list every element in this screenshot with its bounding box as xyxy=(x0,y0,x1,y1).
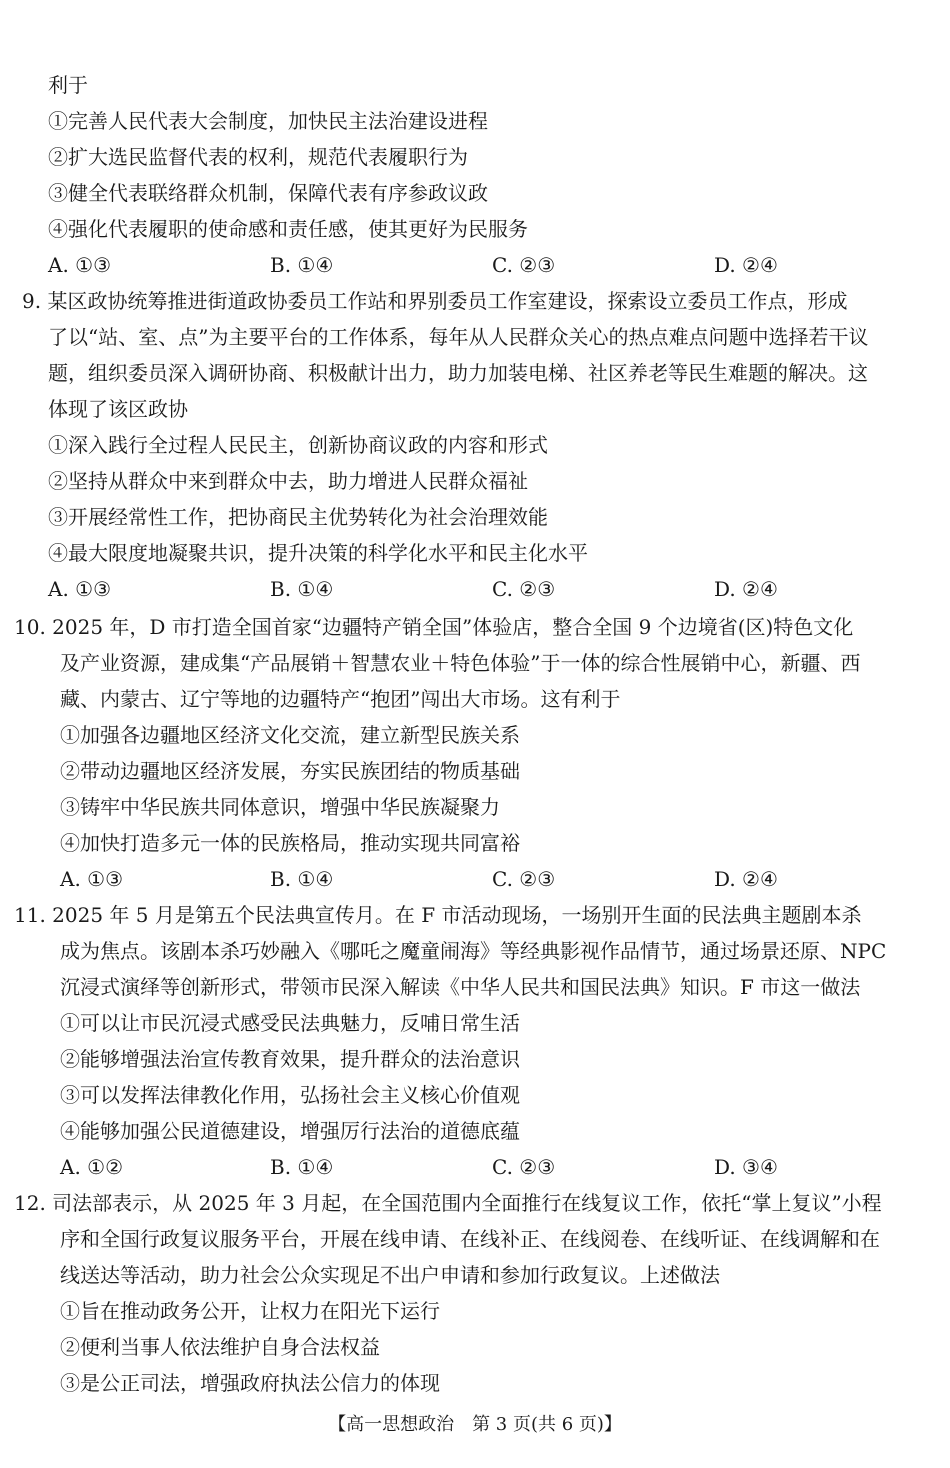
question-12-stem: 12. 司法部表示，从 2025 年 3 月起，在全国范围内全面推行在线复议工作，依托“掌上复议”小程 xyxy=(14,1191,882,1215)
choice-item: ③铸牢中华民族共同体意识，增强中华民族凝聚力 xyxy=(60,795,500,819)
page-footer: 【高一思想政治 第 3 页(共 6 页)】 xyxy=(328,1414,622,1435)
option-d: D. ②④ xyxy=(714,867,778,891)
option-b: B. ①④ xyxy=(270,1155,334,1179)
question-12-stem: 线送达等活动，助力社会公众实现足不出户申请和参加行政复议。上述做法 xyxy=(60,1263,720,1287)
question-9-stem: 体现了该区政协 xyxy=(48,397,188,421)
option-a: A. ①③ xyxy=(60,867,124,891)
question-10-stem: 及产业资源，建成集“产品展销＋智慧农业＋特色体验”于一体的综合性展销中心，新疆、西 xyxy=(60,651,861,675)
option-a: A. ①③ xyxy=(48,253,112,277)
choice-item: ②带动边疆地区经济发展，夯实民族团结的物质基础 xyxy=(60,759,520,783)
question-11-stem: 成为焦点。该剧本杀巧妙融入《哪吒之魔童闹海》等经典影视作品情节，通过场景还原、NPC xyxy=(60,939,887,963)
choice-item: ③可以发挥法律教化作用，弘扬社会主义核心价值观 xyxy=(60,1083,520,1107)
choice-item: ③是公正司法，增强政府执法公信力的体现 xyxy=(60,1371,440,1395)
option-d: D. ②④ xyxy=(714,253,778,277)
question-9-stem: 9. 某区政协统筹推进街道政协委员工作站和界别委员工作室建设，探索设立委员工作点，形成 xyxy=(22,289,848,313)
option-c: C. ②③ xyxy=(492,577,556,601)
choice-item: ①完善人民代表大会制度，加快民主法治建设进程 xyxy=(48,109,488,133)
option-d: D. ②④ xyxy=(714,577,778,601)
choice-item: ①旨在推动政务公开，让权力在阳光下运行 xyxy=(60,1299,440,1323)
option-c: C. ②③ xyxy=(492,867,556,891)
question-10-stem: 藏、内蒙古、辽宁等地的边疆特产“抱团”闯出大市场。这有利于 xyxy=(60,687,621,711)
answer-options xyxy=(60,1152,940,1182)
choice-item: ④加快打造多元一体的民族格局，推动实现共同富裕 xyxy=(60,831,520,855)
choice-item: ①深入践行全过程人民民主，创新协商议政的内容和形式 xyxy=(48,433,548,457)
option-b: B. ①④ xyxy=(270,253,334,277)
choice-item: ④最大限度地凝聚共识，提升决策的科学化水平和民主化水平 xyxy=(48,541,588,565)
choice-item: ④能够加强公民道德建设，增强厉行法治的道德底蕴 xyxy=(60,1119,520,1143)
option-b: B. ①④ xyxy=(270,577,334,601)
choice-item: ②便利当事人依法维护自身合法权益 xyxy=(60,1335,380,1359)
question-9-stem: 了以“站、室、点”为主要平台的工作体系，每年从人民群众关心的热点难点问题中选择若干议 xyxy=(48,325,869,349)
question-11-stem: 11. 2025 年 5 月是第五个民法典宣传月。在 F 市活动现场，一场别开生面的民法典主题剧本杀 xyxy=(14,903,862,927)
option-c: C. ②③ xyxy=(492,1155,556,1179)
choice-item: ③开展经常性工作，把协商民主优势转化为社会治理效能 xyxy=(48,505,548,529)
answer-options xyxy=(48,574,928,604)
answer-options xyxy=(60,864,940,894)
question-11-stem: 沉浸式演绎等创新形式，带领市民深入解读《中华人民共和国民法典》知识。F 市这一做法 xyxy=(60,975,861,999)
answer-options xyxy=(48,250,928,280)
question-9-stem: 题，组织委员深入调研协商、积极献计出力，助力加装电梯、社区养老等民生难题的解决。这 xyxy=(48,361,868,385)
choice-item: ④强化代表履职的使命感和责任感，使其更好为民服务 xyxy=(48,217,528,241)
choice-item: ②扩大选民监督代表的权利，规范代表履职行为 xyxy=(48,145,468,169)
option-a: A. ①③ xyxy=(48,577,112,601)
option-a: A. ①② xyxy=(60,1155,124,1179)
option-b: B. ①④ xyxy=(270,867,334,891)
option-c: C. ②③ xyxy=(492,253,556,277)
question-10-stem: 10. 2025 年，D 市打造全国首家“边疆特产销全国”体验店，整合全国 9 个边境省(区)特色文化 xyxy=(14,615,854,639)
choice-item: ①加强各边疆地区经济文化交流，建立新型民族关系 xyxy=(60,723,520,747)
choice-item: ②坚持从群众中来到群众中去，助力增进人民群众福祉 xyxy=(48,469,528,493)
choice-item: ③健全代表联络群众机制，保障代表有序参政议政 xyxy=(48,181,488,205)
choice-item: ②能够增强法治宣传教育效果，提升群众的法治意识 xyxy=(60,1047,520,1071)
option-d: D. ③④ xyxy=(714,1155,778,1179)
choice-item: ①可以让市民沉浸式感受民法典魅力，反哺日常生活 xyxy=(60,1011,520,1035)
question-12-stem: 序和全国行政复议服务平台，开展在线申请、在线补正、在线阅卷、在线听证、在线调解和在 xyxy=(60,1227,880,1251)
question-stem-line: 利于 xyxy=(48,73,88,97)
